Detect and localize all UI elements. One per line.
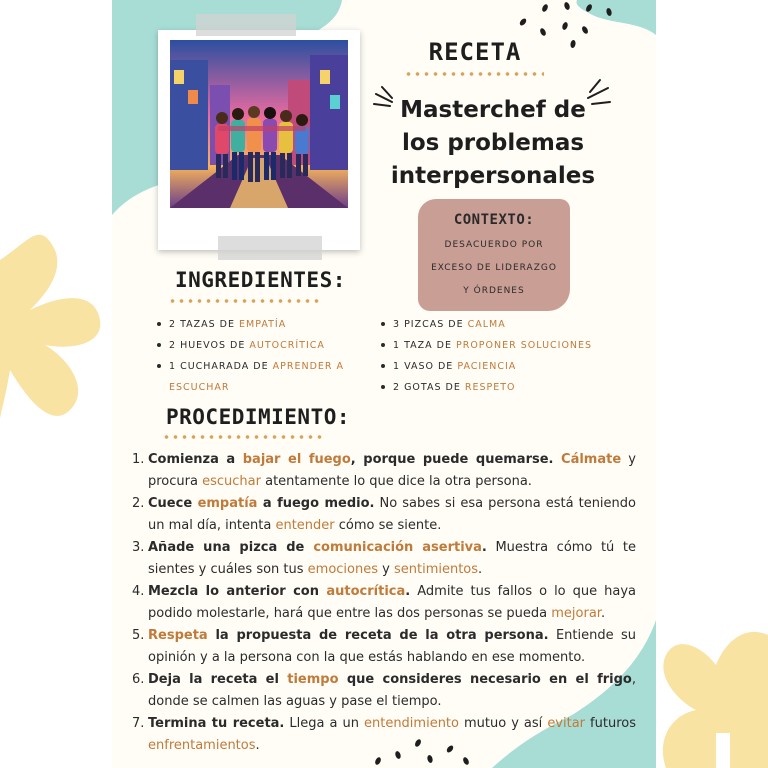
ingredient-name: PACIENCIA [457, 361, 517, 372]
step-text: No sabes si esa persona está teniendo un mal día, intenta [148, 496, 636, 533]
step-text: y [378, 562, 394, 577]
ingredient-name: CALMA [467, 319, 506, 330]
highlight-text: Cálmate [561, 452, 622, 467]
dotted-divider [162, 435, 322, 439]
step-number: 4. [132, 584, 145, 599]
step-text: Llega a un [284, 716, 364, 731]
ingredient-name: PROPONER SOLUCIONES [456, 340, 593, 351]
procedure-step [132, 537, 636, 581]
ingredient-item [157, 356, 369, 398]
ingredient-quantity: 1 TAZA DE [393, 340, 456, 351]
highlight-text: autocrítica [326, 584, 406, 599]
highlight-text: bajar el fuego [242, 452, 351, 467]
ingredient-name: RESPETO [464, 382, 516, 393]
procedure-step [132, 713, 636, 757]
highlight-text: enfrentamientos [148, 738, 256, 753]
step-number: 5. [132, 628, 145, 643]
yellow-flower-right-decoration [656, 615, 768, 768]
highlight-text: sentimientos [393, 562, 479, 577]
tape-bottom [218, 236, 322, 260]
step-text: Añade una pizca de [148, 540, 314, 555]
ingredient-item [381, 377, 621, 398]
title-line: los problemas [401, 130, 585, 156]
procedure-step [132, 625, 636, 669]
friends-hugging-street-image [170, 40, 348, 208]
step-number: 2. [132, 496, 145, 511]
procedure-step [132, 581, 636, 625]
step-text: , donde se calmen las aguas y pase el tiempo. [148, 672, 636, 709]
ingredient-item [381, 335, 621, 356]
context-heading: CONTEXTO: [453, 212, 535, 228]
step-text: Cuece [148, 496, 198, 511]
procedure-step [132, 493, 636, 537]
step-number: 6. [132, 672, 145, 687]
step-text: la propuesta de receta de la otra persona. [207, 628, 549, 643]
highlight-text: entender [275, 518, 335, 533]
ingredients-heading: INGREDIENTES: [175, 268, 346, 292]
ingredient-name: AUTOCRÍTICA [249, 340, 325, 351]
ingredients-list-right [381, 314, 621, 398]
highlight-text: Respeta [148, 628, 208, 643]
step-number: 1. [132, 452, 145, 467]
ingredient-quantity: 2 HUEVOS DE [169, 340, 250, 351]
step-text: atentamente lo que dice la otra persona. [260, 474, 532, 489]
step-text: . [255, 738, 260, 753]
ingredient-quantity: 1 VASO DE [393, 361, 458, 372]
highlight-text: mejorar [551, 606, 601, 621]
step-text: , porque puede quemarse. [350, 452, 562, 467]
highlight-text: empatía [197, 496, 258, 511]
title-line: interpersonales [390, 163, 596, 189]
recipe-title [380, 94, 606, 193]
step-text: Deja la receta el [148, 672, 288, 687]
context-line: EXCESO DE LIDERAZGO [431, 263, 557, 273]
dotted-divider [404, 72, 544, 76]
step-text: Admite tus fallos o lo que haya podido molestarle, hará que entre las dos personas se pueda [148, 584, 636, 621]
highlight-text: entendimiento [363, 716, 459, 731]
photo-card [158, 30, 360, 250]
procedure-step [132, 669, 636, 713]
title-line: Masterchef de [400, 97, 586, 123]
context-line: Y ÓRDENES [463, 286, 525, 296]
highlight-text: evitar [547, 716, 586, 731]
context-line: DESACUERDO POR [444, 240, 544, 250]
ingredient-item [381, 314, 621, 335]
step-text: cómo se siente. [334, 518, 442, 533]
ingredient-quantity: 2 TAZAS DE [169, 319, 240, 330]
ingredient-quantity: 3 PIZCAS DE [393, 319, 468, 330]
step-number: 3. [132, 540, 145, 555]
step-text: . [481, 540, 487, 555]
step-text: Entiende su opinión y a la persona con la que estás hablando en ese momento. [148, 628, 636, 665]
highlight-text: emociones [307, 562, 378, 577]
step-text: . [405, 584, 411, 599]
highlight-text: escuchar [202, 474, 261, 489]
yellow-flower-left-decoration [0, 230, 112, 440]
recipe-label: RECETA [428, 38, 522, 66]
step-text: futuros [585, 716, 636, 731]
ingredient-name: EMPATÍA [239, 319, 287, 330]
ingredient-quantity: 1 CUCHARADA DE [169, 361, 273, 372]
context-text [418, 234, 570, 303]
step-number: 7. [132, 716, 145, 731]
dotted-divider [168, 299, 320, 303]
context-box [418, 199, 570, 311]
ingredient-item [381, 356, 621, 377]
step-text: a fuego medio. [257, 496, 375, 511]
step-text: . [478, 562, 483, 577]
step-text: . [600, 606, 606, 621]
step-text: Muestra cómo tú te sientes y cuáles son tus [148, 540, 636, 577]
highlight-text: comunicación asertiva [313, 540, 482, 555]
step-text: mutuo y así [458, 716, 548, 731]
procedure-heading: PROCEDIMIENTO: [166, 405, 351, 429]
step-text: Mezcla lo anterior con [148, 584, 327, 599]
ingredient-name: APRENDER A ESCUCHAR [169, 361, 345, 393]
step-text: que consideres necesario en el frigo [338, 672, 632, 687]
tape-top [196, 14, 296, 36]
highlight-text: tiempo [287, 672, 339, 687]
step-text: y procura [148, 452, 636, 489]
step-text: Comienza a [148, 452, 243, 467]
ingredient-item [157, 335, 369, 356]
procedure-steps [132, 449, 636, 757]
ingredient-quantity: 2 GOTAS DE [393, 382, 465, 393]
procedure-step [132, 449, 636, 493]
ingredient-item [157, 314, 369, 335]
step-text: Termina tu receta. [148, 716, 285, 731]
ingredients-list-left [157, 314, 369, 398]
